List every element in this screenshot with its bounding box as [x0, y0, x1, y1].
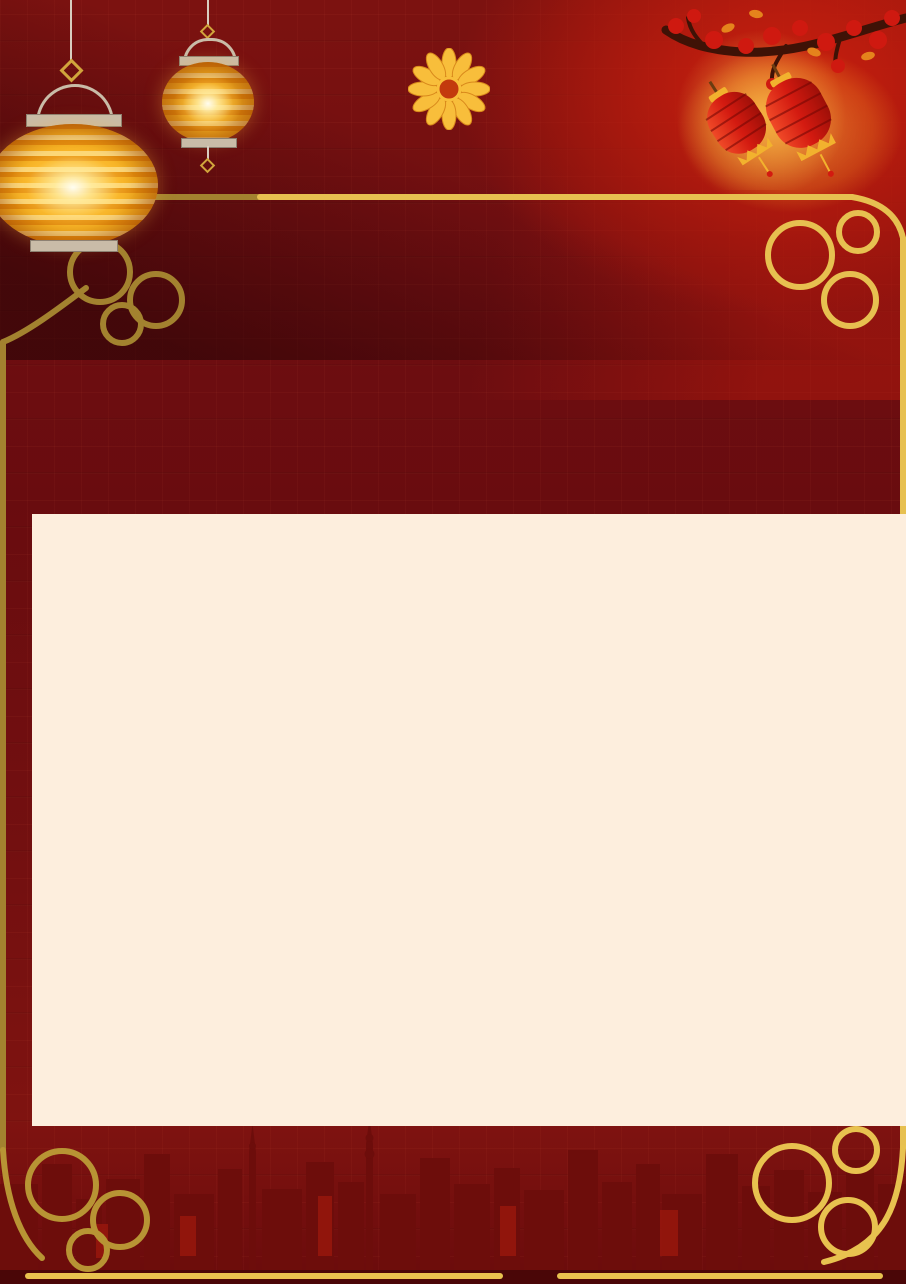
award-table — [32, 514, 906, 1126]
announcement-text — [0, 352, 906, 357]
poster-title — [240, 0, 720, 350]
chrysanthemum-flower-icon — [408, 48, 490, 130]
